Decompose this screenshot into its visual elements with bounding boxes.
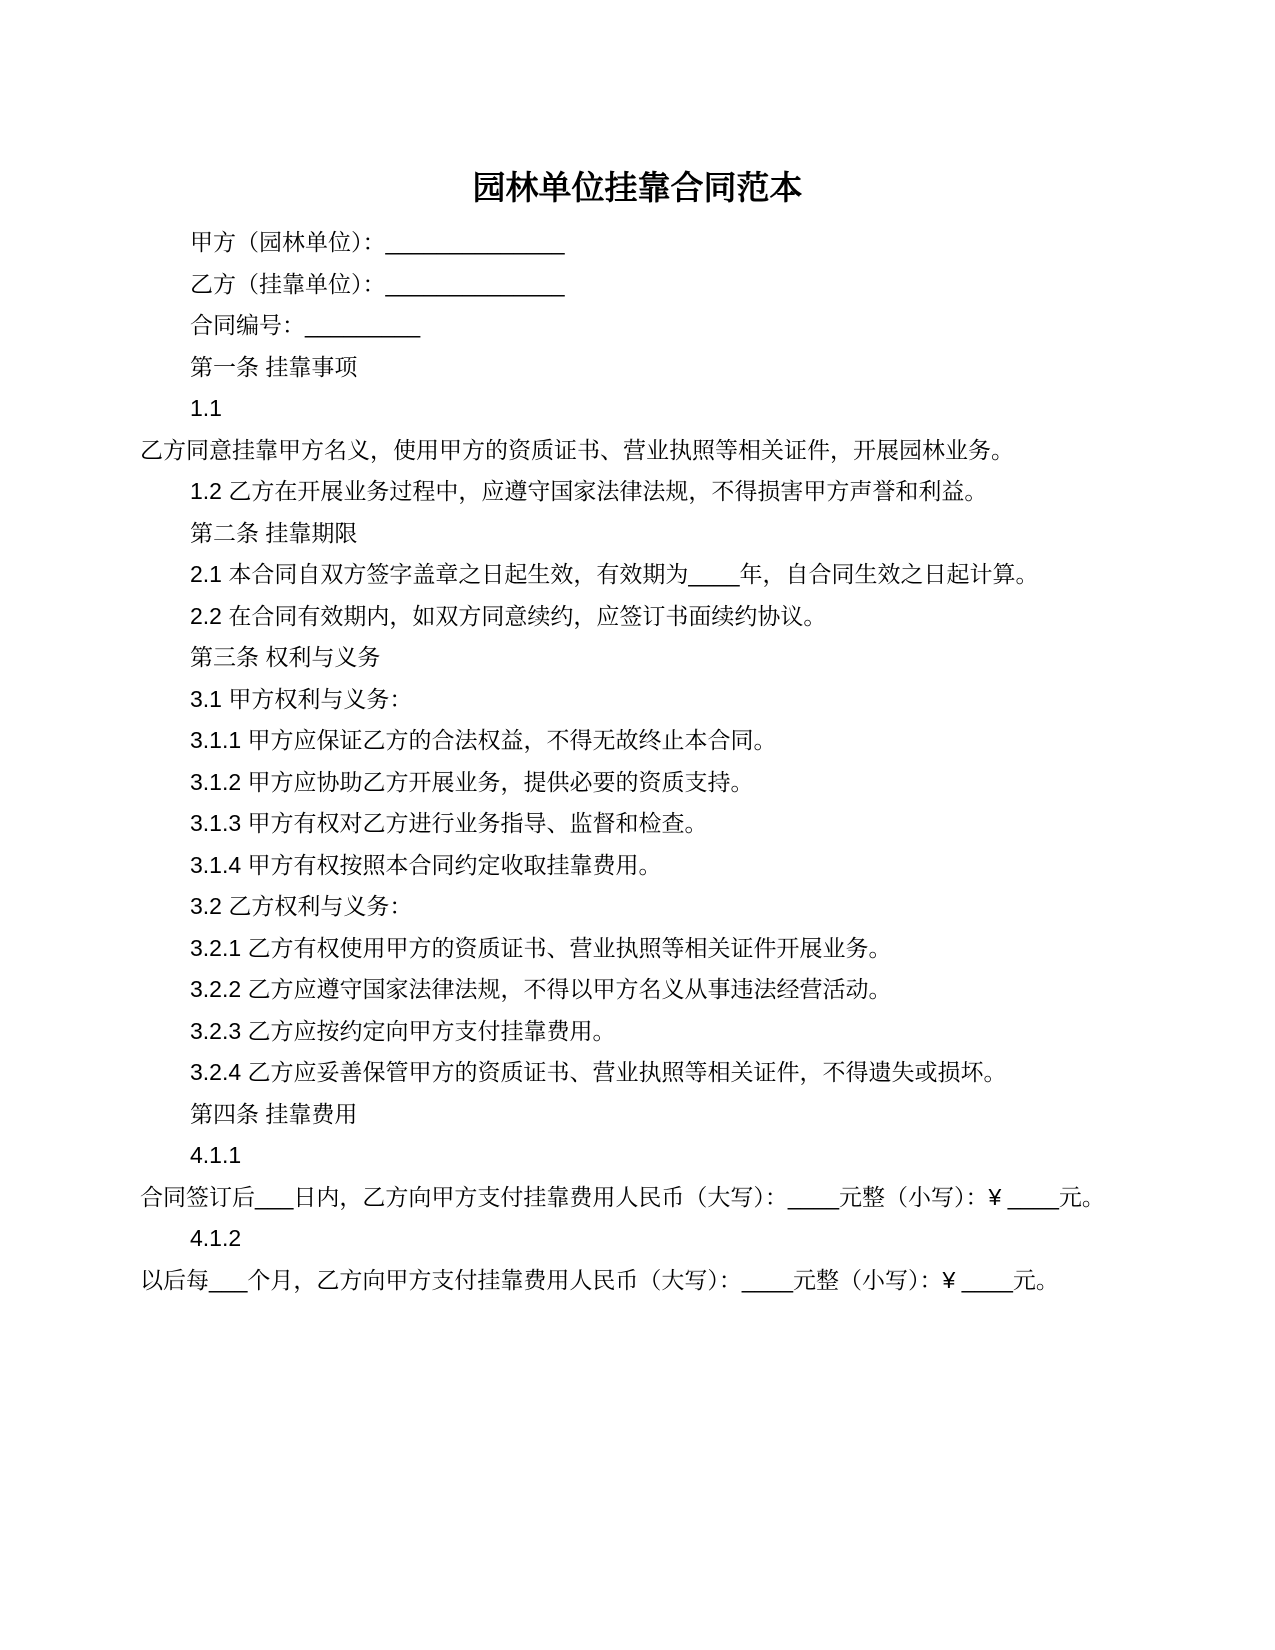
paragraph: 第四条 挂靠费用: [190, 1100, 358, 1127]
paragraph: 3.2.3 乙方应按约定向甲方支付挂靠费用。: [190, 1017, 616, 1044]
paragraph: 2.1 本合同自双方签字盖章之日起生效，有效期为____年，自合同生效之日起计算。: [190, 561, 1039, 587]
contract-body: [140, 222, 1135, 1301]
paragraph: 第三条 权利与义务: [190, 644, 381, 670]
paragraph: 1.2 乙方在开展业务过程中，应遵守国家法律法规，不得损害甲方声誉和利益。: [190, 478, 988, 504]
paragraph: 合同签订后___日内，乙方向甲方支付挂靠费用人民币（大写）：____元整（小写）：¥ ____元。: [140, 1183, 1105, 1210]
paragraph: 3.2.1 乙方有权使用甲方的资质证书、营业执照等相关证件开展业务。: [190, 934, 892, 961]
paragraph: 3.1 甲方权利与义务：: [190, 685, 413, 712]
paragraph: 3.2.2 乙方应遵守国家法律法规，不得以甲方名义从事违法经营活动。: [190, 976, 892, 1002]
paragraph: 3.1.2 甲方应协助乙方开展业务，提供必要的资质支持。: [190, 768, 754, 795]
paragraph: 合同编号：_________: [190, 312, 421, 338]
paragraph: 3.1.3 甲方有权对乙方进行业务指导、监督和检查。: [190, 810, 708, 836]
paragraph: 4.1.2: [190, 1225, 242, 1251]
document-title: 园林单位挂靠合同范本: [472, 169, 803, 206]
paragraph: 甲方（园林单位）：______________: [190, 229, 565, 255]
paragraph: 2.2 在合同有效期内，如双方同意续约，应签订书面续约协议。: [190, 602, 827, 629]
paragraph: 乙方同意挂靠甲方名义，使用甲方的资质证书、营业执照等相关证件，开展园林业务。: [140, 436, 1014, 463]
paragraph: 第一条 挂靠事项: [190, 353, 358, 380]
paragraph: 3.2.4 乙方应妥善保管甲方的资质证书、营业执照等相关证件，不得遗失或损坏。: [190, 1059, 1007, 1085]
paragraph: 乙方（挂靠单位）：______________: [190, 270, 565, 297]
paragraph: 3.1.4 甲方有权按照本合同约定收取挂靠费用。: [190, 851, 662, 878]
paragraph: 3.2 乙方权利与义务：: [190, 893, 413, 919]
paragraph: 3.1.1 甲方应保证乙方的合法权益，不得无故终止本合同。: [190, 727, 777, 753]
paragraph: 以后每___个月，乙方向甲方支付挂靠费用人民币（大写）：____元整（小写）：¥ ____元。: [140, 1266, 1059, 1293]
paragraph: 第二条 挂靠期限: [190, 519, 358, 546]
paragraph: 1.1: [190, 395, 222, 421]
paragraph: 4.1.1: [190, 1142, 242, 1168]
